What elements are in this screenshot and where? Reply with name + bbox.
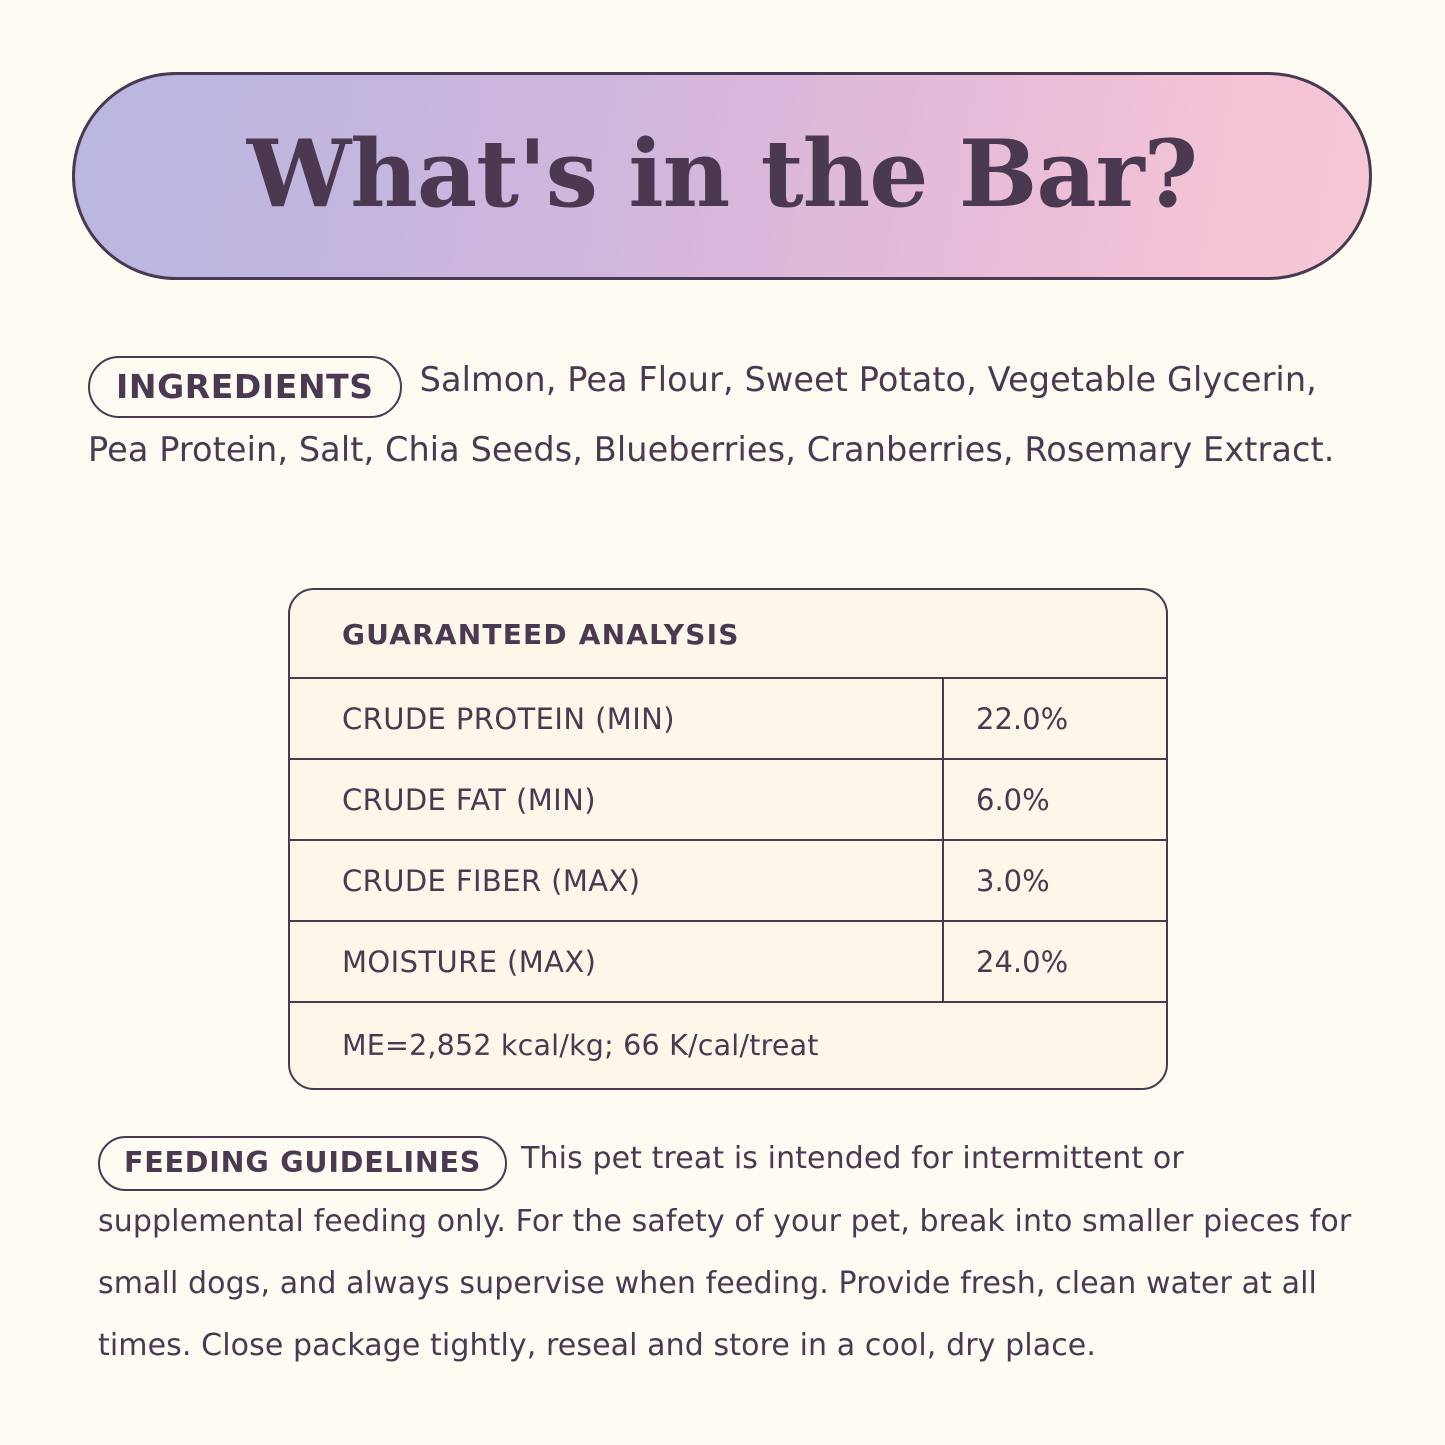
- guaranteed-analysis-footer: ME=2,852 kcal/kg; 66 K/cal/treat: [342, 1029, 819, 1062]
- ingredients-text: Salmon, Pea Flour, Sweet Potato, Vegetable Glycerin, Pea Protein, Salt, Chia Seeds, Blueberries, Cranberries, Rosemary Extract.: [88, 360, 1335, 469]
- title-banner: [72, 72, 1372, 280]
- ingredients-section: [88, 348, 1368, 481]
- feeding-guidelines-section: [98, 1128, 1358, 1377]
- table-cell-value: 6.0%: [976, 782, 1050, 817]
- table-row: [290, 760, 1166, 841]
- table-row: [290, 841, 1166, 922]
- guaranteed-analysis-table: [288, 588, 1168, 1090]
- table-cell-label: CRUDE PROTEIN (MIN): [290, 679, 944, 758]
- table-cell-label: MOISTURE (MAX): [290, 922, 944, 1001]
- table-cell-value: 22.0%: [976, 701, 1069, 736]
- table-cell-label: CRUDE FAT (MIN): [290, 760, 944, 839]
- table-cell-value: 24.0%: [976, 944, 1069, 979]
- ingredients-label: INGREDIENTS: [88, 356, 402, 418]
- feeding-guidelines-label: FEEDING GUIDELINES: [98, 1136, 507, 1192]
- guaranteed-analysis-header: GUARANTEED ANALYSIS: [290, 590, 1166, 679]
- page-title: What's in the Bar?: [246, 118, 1198, 228]
- table-row: [290, 679, 1166, 760]
- table-cell-value: 3.0%: [976, 863, 1050, 898]
- table-cell-label: CRUDE FIBER (MAX): [290, 841, 944, 920]
- feeding-guidelines-text: This pet treat is intended for intermittent or supplemental feeding only. For the safety of your pet, break into smaller pieces for small dogs, and always supervise when feeding. Provide fresh, clean water at all times. Close package tightly, reseal and store in a cool, dry place.: [98, 1141, 1352, 1364]
- table-row: [290, 922, 1166, 1003]
